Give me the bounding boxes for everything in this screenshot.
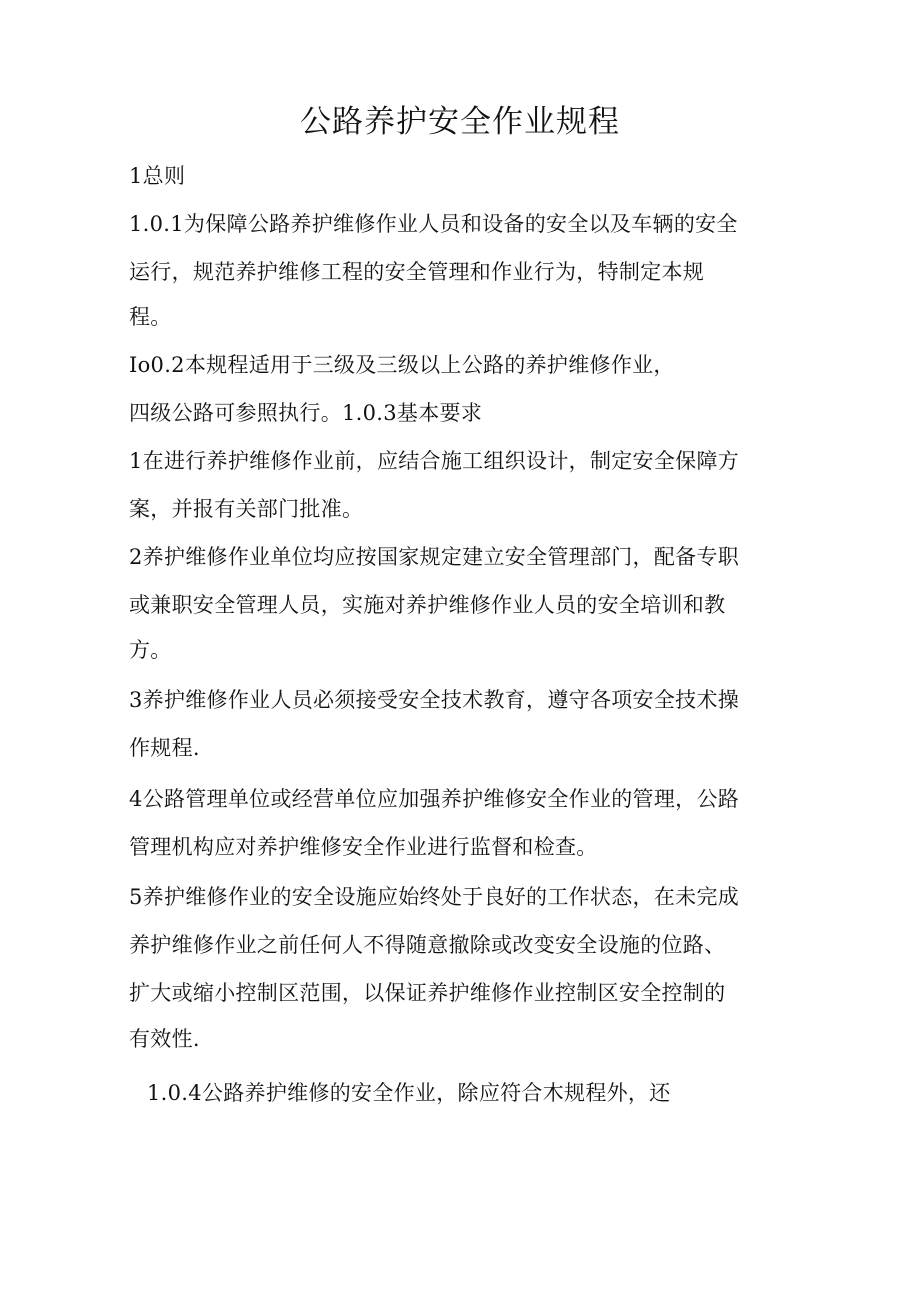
paragraph-line: Io0.2本规程适用于三级及三级以上公路的养护维修作业，: [129, 353, 675, 377]
paragraph-line: 四级公路可参照执行。1.0.3基本要求: [129, 401, 483, 425]
document-title: 公路养护安全作业规程: [300, 104, 620, 140]
paragraph-line: 或兼职安全管理人员，实施对养护维修作业人员的安全培训和教: [129, 593, 726, 617]
paragraph-line: 1.0.1为保障公路养护维修作业人员和设备的安全以及车辆的安全: [129, 212, 738, 236]
paragraph-line: 作规程.: [129, 736, 200, 760]
paragraph-line: 有效性.: [129, 1027, 200, 1051]
paragraph-line: 1.0.4公路养护维修的安全作业，除应符合木规程外，还: [147, 1081, 671, 1105]
paragraph-line: 4公路管理单位或经营单位应加强养护维修安全作业的管理，公路: [129, 787, 740, 811]
paragraph-line: 案，并报有关部门批准。: [129, 497, 364, 521]
paragraph-line: 2养护维修作业单位均应按国家规定建立安全管理部门，配备专职: [129, 545, 740, 569]
paragraph-line: 5养护维修作业的安全设施应始终处于良好的工作状态，在未完成: [129, 885, 740, 909]
paragraph-line: 方。: [129, 638, 172, 662]
paragraph-line: 扩大或缩小控制区范围，以保证养护维修作业控制区安全控制的: [129, 981, 726, 1005]
paragraph-line: 养护维修作业之前任何人不得随意撤除或改变安全设施的位路、: [129, 933, 726, 957]
paragraph-line: 管理机构应对养护维修安全作业进行监督和检查。: [129, 835, 598, 859]
paragraph-line: 1在进行养护维修作业前，应结合施工组织设计，制定安全保障方: [129, 449, 740, 473]
section-heading-general: 1总则: [129, 164, 186, 188]
paragraph-line: 3养护维修作业人员必须接受安全技术教育，遵守各项安全技术操: [129, 688, 740, 712]
paragraph-line: 程。: [129, 305, 172, 329]
paragraph-line: 运行，规范养护维修工程的安全管理和作业行为，特制定本规: [129, 260, 705, 284]
